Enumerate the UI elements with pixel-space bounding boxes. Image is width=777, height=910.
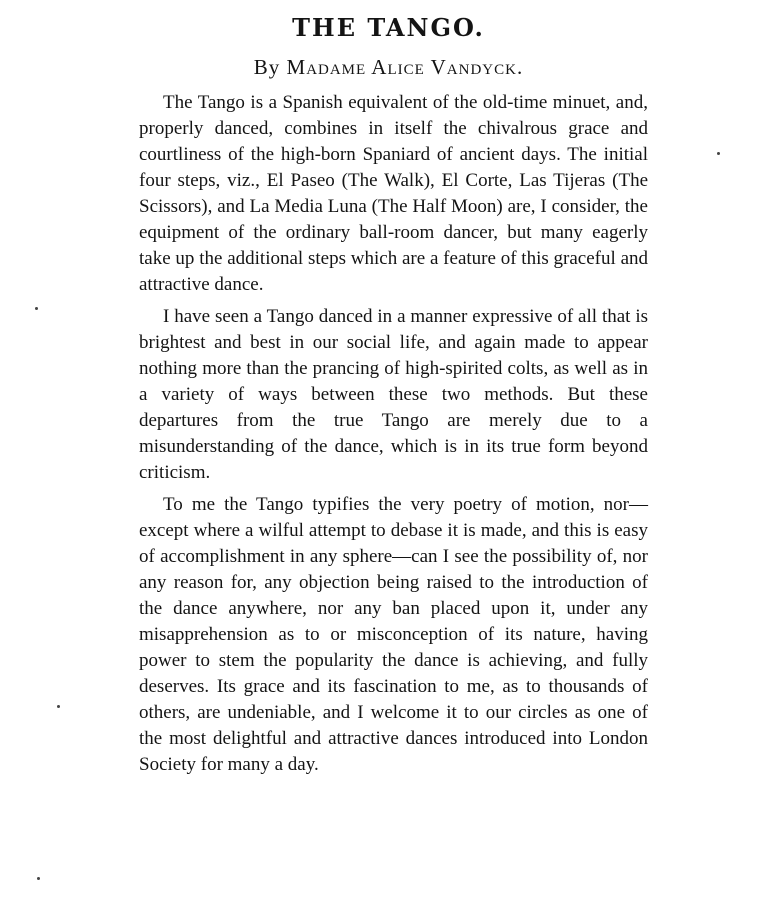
scan-speck bbox=[717, 152, 720, 155]
scan-speck bbox=[57, 705, 60, 708]
paragraph: I have seen a Tango danced in a manner expressive of all that is brightest and best in our social life, and again made to appear nothing more than the prancing of high-spirited colts, as well as in a variety of ways between these two methods. But these departures from the true Tango are merely due to a misunderstanding of the dance, which is in its true form beyond criticism. bbox=[139, 306, 648, 483]
article-title: THE TANGO. bbox=[292, 13, 485, 42]
byline bbox=[0, 54, 777, 80]
byline-author: Madame Alice Vandyck. bbox=[286, 55, 524, 79]
paragraph: To me the Tango typifies the very poetry of motion, nor—except where a wilful attempt to debase it is made, and this is easy of accomplishment in any sphere—can I see the possibility of, nor any reason for, any objection being raised to the introduction of the dance anywhere, nor any ban placed upon it, under any misapprehension as to or misconception of its nature, having power to stem the popularity the dance is achieving, and fully deserves. Its grace and its fascination to me, as to thousands of others, are undeniable, and I welcome it to our circles as one of the most delightful and attractive dances introduced into London Society for many a day. bbox=[139, 494, 648, 775]
scan-speck bbox=[37, 877, 40, 880]
scan-speck bbox=[35, 307, 38, 310]
article-body bbox=[139, 90, 648, 784]
byline-prefix: By bbox=[253, 55, 281, 79]
paragraph: The Tango is a Spanish equivalent of the old-time minuet, and, properly danced, combines in itself the chivalrous grace and courtliness of the high-born Spaniard of ancient days. The initial four steps, viz., El Paseo (The Walk), El Corte, Las Tijeras (The Scissors), and La Media Luna (The Half Moon) are, I consider, the equipment of the ordinary ball-room dancer, but many eagerly take up the additional steps which are a feature of this graceful and attractive dance. bbox=[139, 92, 648, 295]
